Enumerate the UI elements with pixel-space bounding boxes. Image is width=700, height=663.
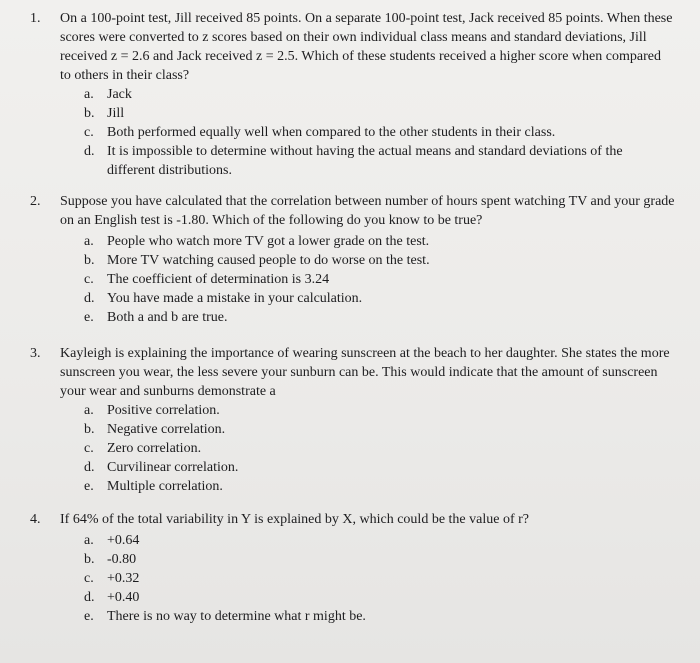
option-text: There is no way to determine what r might be. — [107, 609, 366, 624]
option-letter: c. — [84, 571, 94, 586]
option-letter: e. — [84, 479, 94, 494]
option-letter: c. — [84, 125, 94, 140]
option-letter: b. — [84, 106, 95, 121]
option-letter: c. — [84, 272, 94, 287]
question-number: 3. — [30, 346, 41, 361]
question-number: 4. — [30, 512, 41, 527]
option-text: +0.40 — [107, 590, 140, 605]
option-text: Negative correlation. — [107, 422, 226, 437]
option-text: More TV watching caused people to do worse on the test. — [107, 253, 430, 268]
option-text: +0.64 — [107, 533, 140, 548]
option-letter: a. — [84, 234, 94, 249]
option-letter: a. — [84, 87, 94, 102]
option-letter: a. — [84, 403, 94, 418]
option-text: Both performed equally well when compared to the other students in their class. — [107, 125, 556, 140]
option-text: Both a and b are true. — [107, 310, 228, 325]
option-letter: d. — [84, 291, 95, 306]
option-text: It is impossible to determine without having the actual means and standard deviations of the different distributions. — [107, 144, 623, 178]
option-text: You have made a mistake in your calculation. — [107, 291, 363, 306]
option-text: Zero correlation. — [107, 441, 202, 456]
option-text: Jill — [107, 106, 125, 121]
option-text: -0.80 — [107, 552, 137, 567]
option-letter: e. — [84, 310, 94, 325]
option-letter: a. — [84, 533, 94, 548]
option-text: Curvilinear correlation. — [107, 460, 239, 475]
question-text: Suppose you have calculated that the correlation between number of hours spent watching TV and your grade on an English test is -1.80. Which of the following do you know to be true? — [60, 194, 675, 228]
question-text: On a 100-point test, Jill received 85 points. On a separate 100-point test, Jack received 85 points. When these scores were converted to z scores based on their own individual class means and standard deviations, Jill received z = 2.6 and Jack received z = 2.5. Which of these students received a higher score when compared to others in their class? — [60, 11, 673, 83]
option-letter: d. — [84, 590, 95, 605]
option-text: Multiple correlation. — [107, 479, 223, 494]
question-number: 1. — [30, 11, 41, 26]
option-letter: c. — [84, 441, 94, 456]
option-text: Positive correlation. — [107, 403, 220, 418]
question-text: Kayleigh is explaining the importance of wearing sunscreen at the beach to her daughter. She states the more sunscreen you wear, the less severe your sunburn can be. This would indicate that the amount of sunscreen your wear and sunburns demonstrate a — [60, 346, 670, 399]
option-letter: b. — [84, 422, 95, 437]
option-letter: e. — [84, 609, 94, 624]
question-text: If 64% of the total variability in Y is explained by X, which could be the value of r? — [60, 512, 529, 527]
option-letter: b. — [84, 253, 95, 268]
option-text: +0.32 — [107, 571, 140, 586]
option-letter: d. — [84, 144, 95, 159]
question-number: 2. — [30, 194, 41, 209]
option-letter: d. — [84, 460, 95, 475]
option-text: People who watch more TV got a lower grade on the test. — [107, 234, 430, 249]
option-text: The coefficient of determination is 3.24 — [107, 272, 330, 287]
option-letter: b. — [84, 552, 95, 567]
option-text: Jack — [107, 87, 132, 102]
